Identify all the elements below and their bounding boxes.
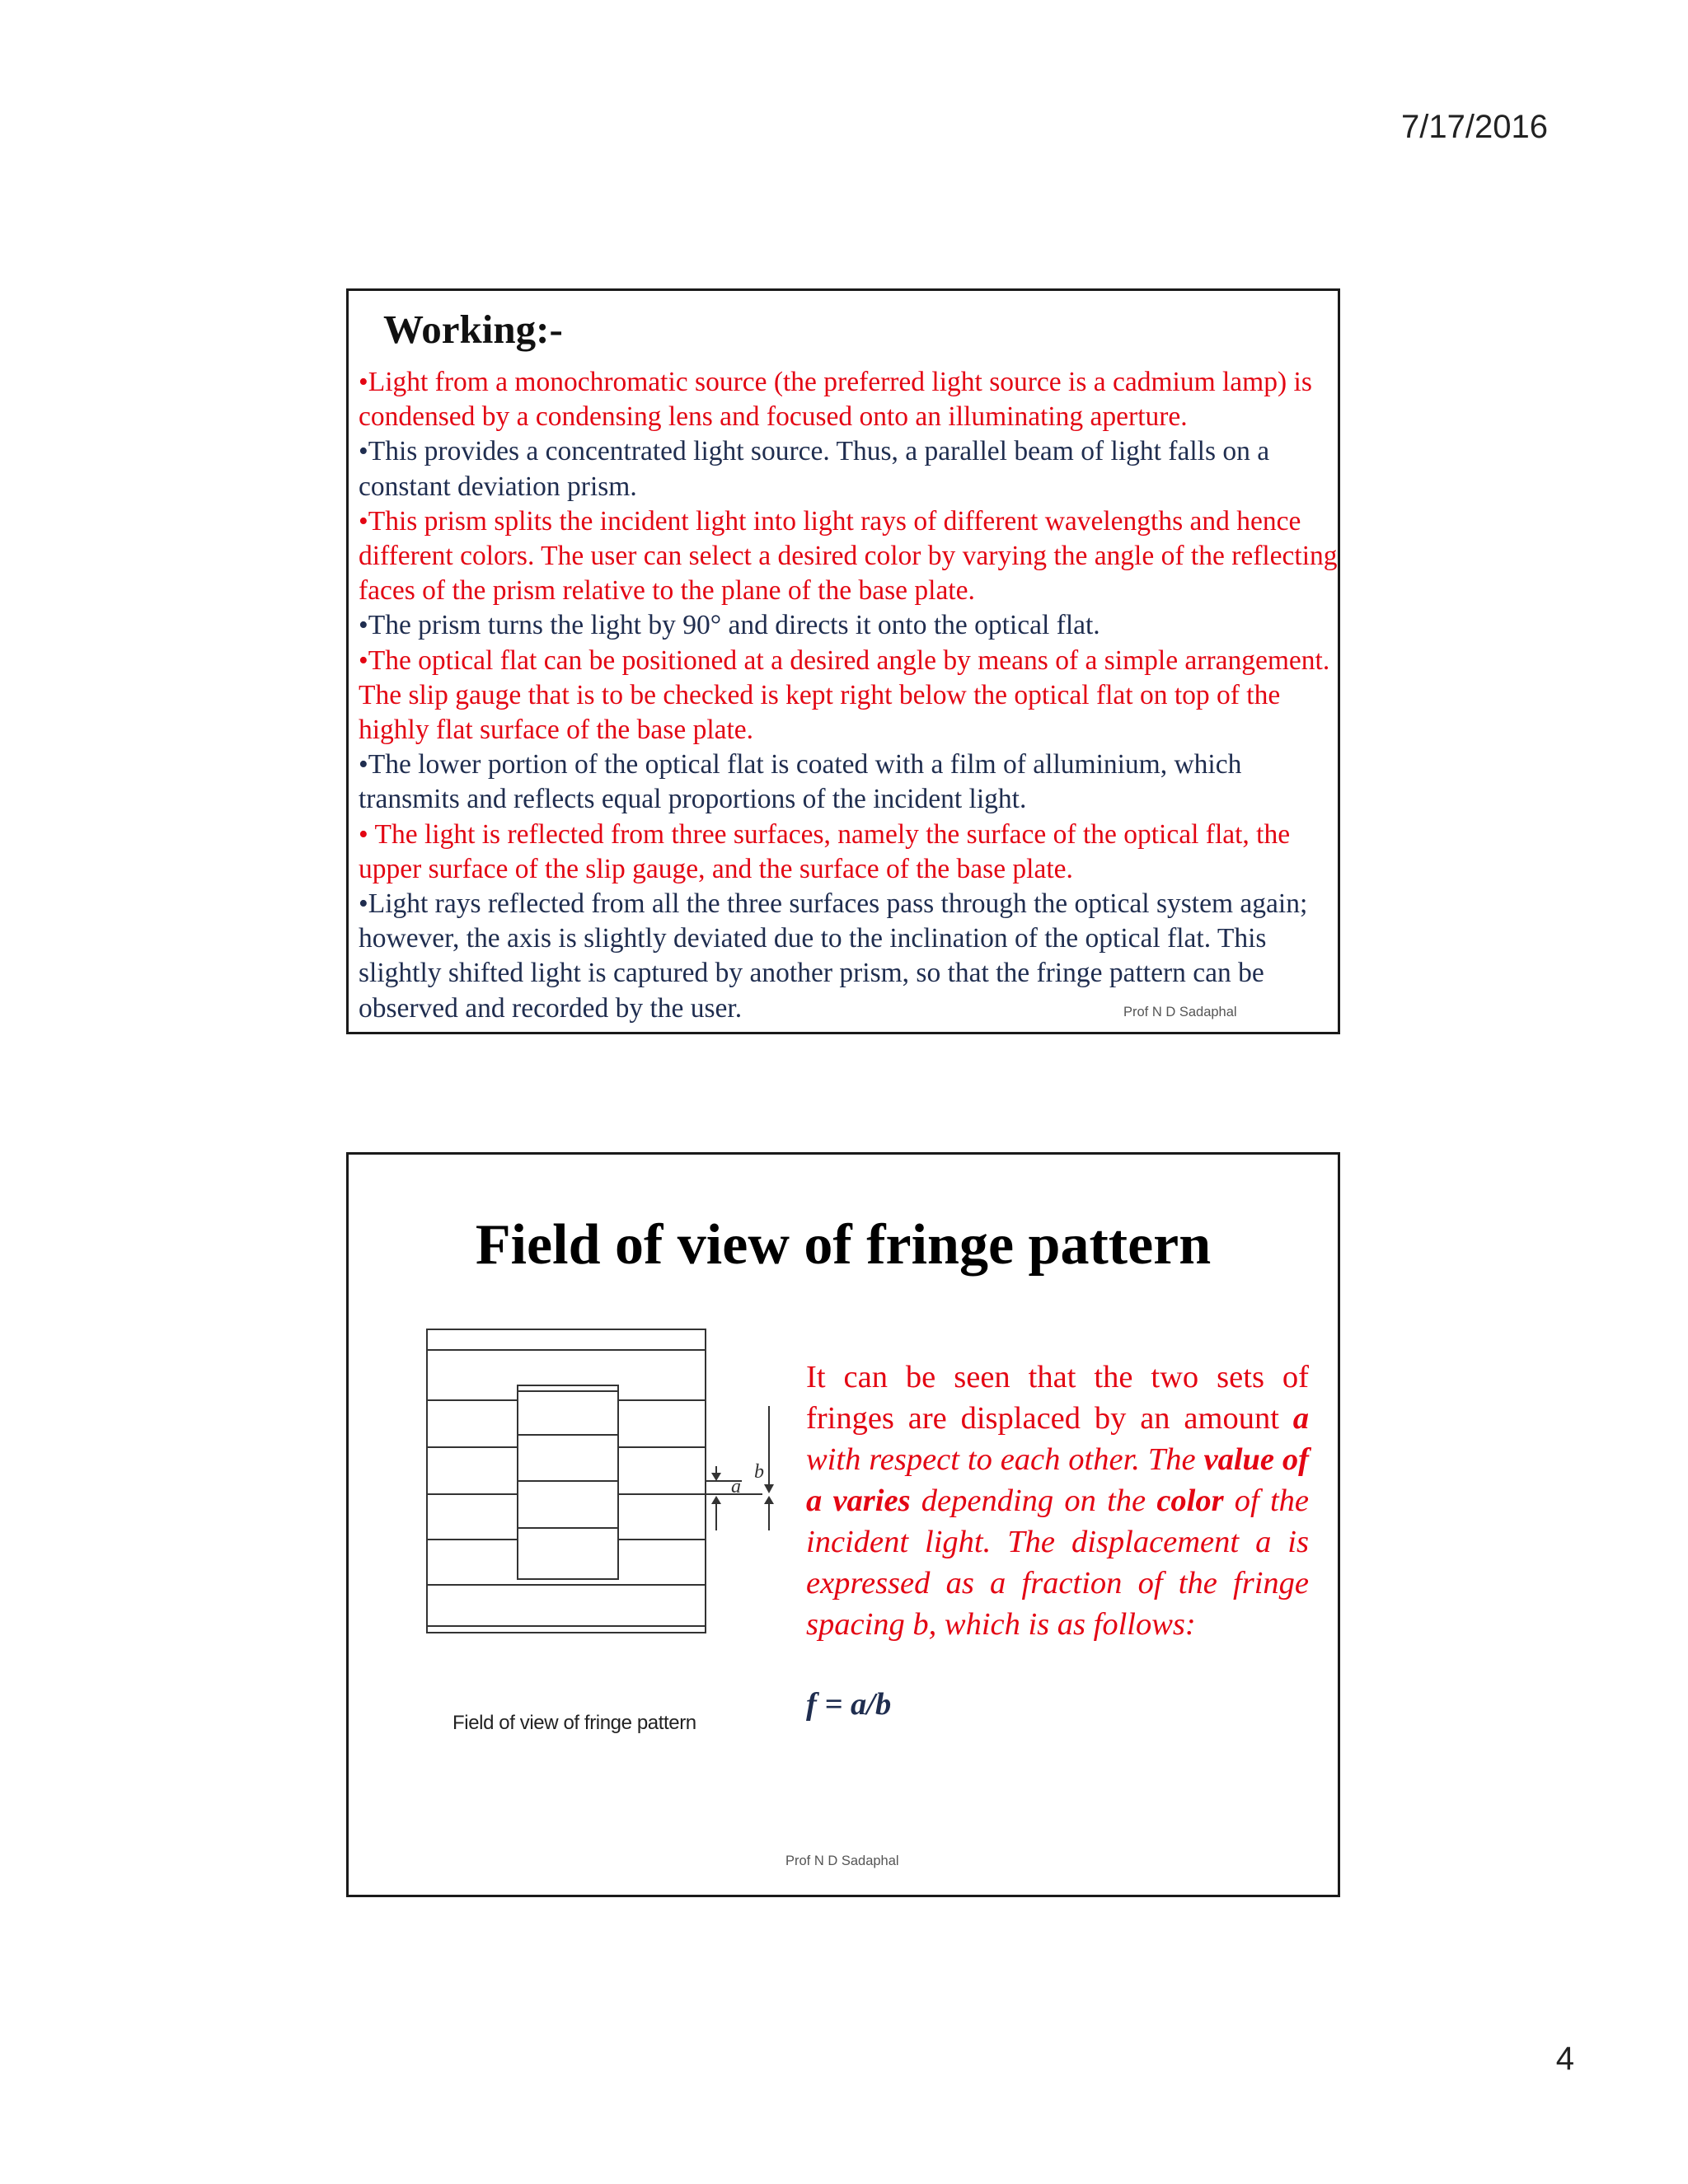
slide-working [346, 288, 1340, 1034]
page-date: 7/17/2016 [1401, 109, 1548, 145]
bullet-item: •The prism turns the light by 90° and directs it onto the optical flat. [359, 610, 1100, 641]
desc-part3: depending on the [910, 1483, 1157, 1518]
desc-value-bold: value of a varies [806, 1442, 1309, 1518]
bullet-item: • The light is reflected from three surfaces, namely the surface of the optical flat, the upper surface of the slip gauge, and the surface of the base plate. [359, 818, 1291, 884]
bullet-item: •Light rays reflected from all the three surfaces pass through the optical system again; however, the axis is slightly deviated due to the inclination of the optical flat. This slightly shifted light is captured by another prism, so that the fringe pattern can be observed and recorded by the user. [359, 888, 1308, 1024]
slide-credit: Prof N D Sadaphal [1123, 1005, 1237, 1019]
desc-part4: of the incident light. The displacement a is expressed as a fraction of the fringe spacing b, which is as follows: [806, 1483, 1309, 1642]
desc-a-bold: a [1292, 1401, 1309, 1436]
arrow-b-top [764, 1484, 774, 1493]
slide-heading: Working:- [383, 307, 563, 352]
arrow-a-bottom [711, 1496, 721, 1504]
page-number: 4 [1555, 2041, 1574, 2077]
bullet-item: •Light from a monochromatic source (the preferred light source is a cadmium lamp) is condensed by a condensing lens and focused onto an illuminating aperture. [359, 367, 1312, 433]
slide-fringe-pattern [346, 1152, 1340, 1897]
figure-caption: Field of view of fringe pattern [452, 1712, 696, 1734]
fringe-pattern-diagram [424, 1328, 787, 1674]
arrow-a-top [711, 1473, 721, 1481]
desc-part1: It can be seen that the two sets of fringes are displaced by an amount [806, 1360, 1309, 1436]
bullet-item: •This prism splits the incident light into light rays of different wavelengths and hence different colors. The user can select a desired color by varying the angle of the reflecting faces of the prism relative to the plane of the base plate. [359, 505, 1338, 607]
bullet-list [359, 365, 1339, 1026]
slide-credit: Prof N D Sadaphal [785, 1854, 899, 1868]
bullet-item: •This provides a concentrated light source. Thus, a parallel beam of light falls on a constant deviation prism. [359, 436, 1270, 502]
bullet-item: •The lower portion of the optical flat is coated with a film of alluminium, which transmits and reflects equal proportions of the incident light. [359, 749, 1242, 815]
slip-gauge-outline [518, 1385, 618, 1579]
description-paragraph [806, 1357, 1309, 1645]
slide-title: Field of view of fringe pattern [475, 1213, 1212, 1277]
formula: f = a/b [806, 1687, 892, 1722]
arrow-b-bottom [764, 1496, 774, 1504]
desc-color-bold: color [1156, 1483, 1224, 1518]
desc-part2: with respect to each other. The [806, 1442, 1204, 1477]
bullet-item: •The optical flat can be positioned at a desired angle by means of a simple arrangement. The slip gauge that is to be checked is kept right below the optical flat on top of the highly flat surface of the base plate. [359, 644, 1330, 746]
label-b: b [754, 1461, 764, 1483]
label-a: a [731, 1476, 741, 1497]
